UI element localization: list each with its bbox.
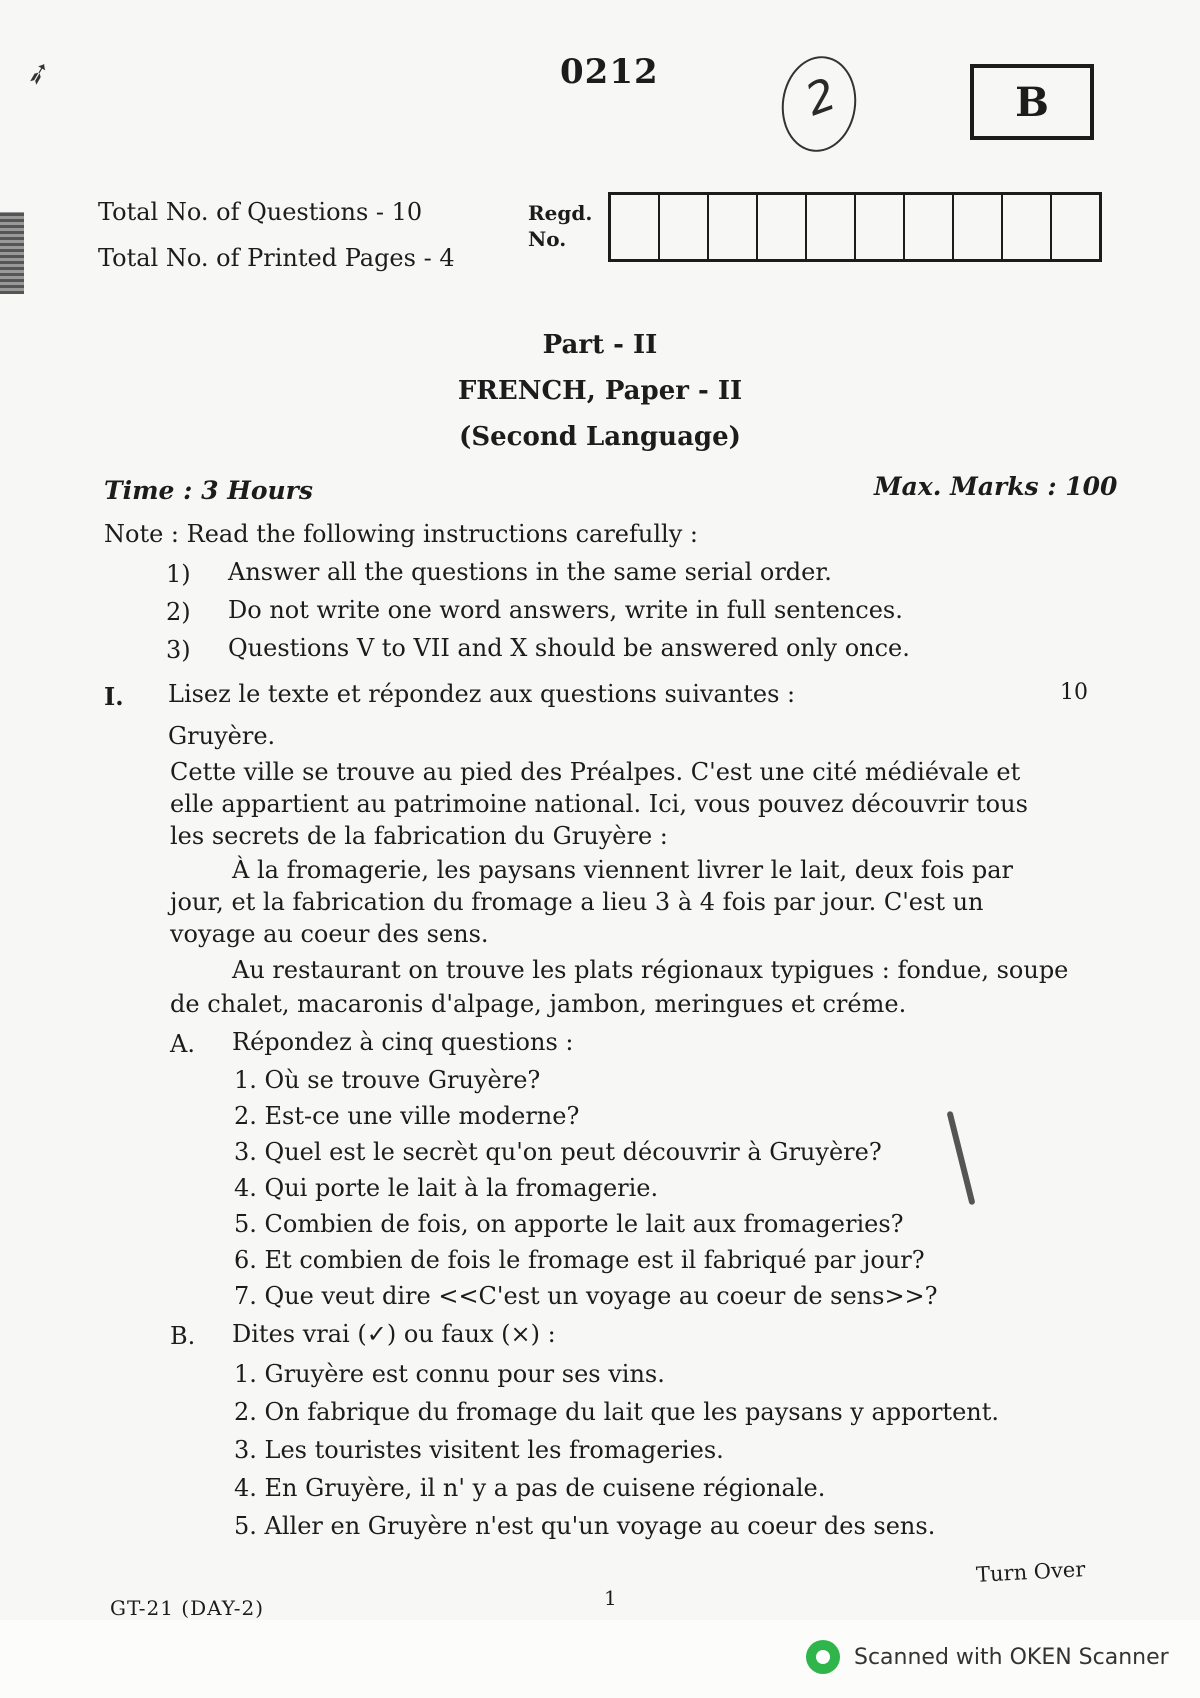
question-instruction: Lisez le texte et répondez aux questions suivantes : bbox=[168, 680, 796, 708]
regd-cell[interactable] bbox=[856, 195, 905, 259]
page-number: 1 bbox=[604, 1586, 617, 1610]
regd-cell[interactable] bbox=[807, 195, 856, 259]
max-marks-label: Max. Marks : 100 bbox=[874, 472, 1118, 501]
regd-label-line1: Regd. bbox=[528, 201, 593, 225]
passage-line: elle appartient au patrimoine national. Ici, vous pouvez découvrir tous bbox=[170, 790, 1028, 818]
question-item: 3. Les touristes visitent les fromageries. bbox=[234, 1436, 724, 1464]
note-text: Do not write one word answers, write in full sentences. bbox=[228, 596, 903, 624]
part-label: B. bbox=[170, 1322, 196, 1350]
set-letter: B bbox=[1015, 78, 1049, 126]
question-number: I. bbox=[104, 682, 124, 711]
passage-line: de chalet, macaronis d'alpage, jambon, meringues et créme. bbox=[170, 990, 907, 1018]
part-label: A. bbox=[170, 1030, 195, 1058]
regd-cell[interactable] bbox=[660, 195, 709, 259]
scanner-logo-icon bbox=[806, 1640, 840, 1674]
question-item: 4. Qui porte le lait à la fromagerie. bbox=[234, 1174, 659, 1202]
regd-cell[interactable] bbox=[954, 195, 1003, 259]
passage-line: Cette ville se trouve au pied des Préalpes. C'est une cité médiévale et bbox=[170, 758, 1021, 786]
question-item: 6. Et combien de fois le fromage est il fabriqué par jour? bbox=[234, 1246, 925, 1274]
regd-cell[interactable] bbox=[611, 195, 660, 259]
pen-mark-icon: ➶ bbox=[21, 53, 56, 94]
regd-cell[interactable] bbox=[709, 195, 758, 259]
note-text: Questions V to VII and X should be answered only once. bbox=[228, 634, 910, 662]
question-item: 1. Où se trouve Gruyère? bbox=[234, 1066, 541, 1094]
regd-cell[interactable] bbox=[1003, 195, 1052, 259]
turn-over: Turn Over bbox=[975, 1557, 1086, 1587]
question-item: 4. En Gruyère, il n' y a pas de cuisene régionale. bbox=[234, 1474, 826, 1502]
question-item: 1. Gruyère est connu pour ses vins. bbox=[234, 1360, 665, 1388]
language-heading: (Second Language) bbox=[459, 422, 741, 452]
note-number: 1) bbox=[166, 560, 191, 588]
scanner-watermark bbox=[806, 1640, 1169, 1674]
question-item: 7. Que veut dire <<C'est un voyage au coeur de sens>>? bbox=[234, 1282, 938, 1310]
part-instruction: Dites vrai (✓) ou faux (×) : bbox=[232, 1320, 556, 1348]
paper-code: 0212 bbox=[560, 52, 659, 92]
passage-line: les secrets de la fabrication du Gruyère : bbox=[170, 822, 668, 850]
regd-cell[interactable] bbox=[1052, 195, 1099, 259]
set-letter-box bbox=[970, 64, 1094, 140]
question-item: 2. Est-ce une ville moderne? bbox=[234, 1102, 580, 1130]
note-text: Answer all the questions in the same serial order. bbox=[228, 558, 832, 586]
time-label: Time : 3 Hours bbox=[104, 476, 313, 505]
total-questions: Total No. of Questions - 10 bbox=[98, 198, 423, 226]
question-marks: 10 bbox=[1060, 680, 1088, 705]
regd-number-boxes[interactable] bbox=[608, 192, 1102, 262]
regd-cell[interactable] bbox=[905, 195, 954, 259]
scanner-text: Scanned with OKEN Scanner bbox=[854, 1644, 1169, 1670]
subject-heading: FRENCH, Paper - II bbox=[457, 376, 743, 406]
passage-line: jour, et la fabrication du fromage a lieu 3 à 4 fois par jour. C'est un bbox=[170, 888, 984, 916]
question-item: 5. Aller en Gruyère n'est qu'un voyage au coeur des sens. bbox=[234, 1512, 936, 1540]
handwritten-number: 2 bbox=[799, 68, 843, 127]
regd-label-line2: No. bbox=[528, 227, 567, 251]
total-pages: Total No. of Printed Pages - 4 bbox=[98, 244, 455, 272]
passage-line: Au restaurant on trouve les plats régionaux typigues : fondue, soupe bbox=[232, 956, 1069, 984]
exam-code: GT-21 (DAY-2) bbox=[110, 1596, 265, 1620]
passage-line: À la fromagerie, les paysans viennent livrer le lait, deux fois par bbox=[232, 856, 1014, 884]
regd-label bbox=[528, 200, 592, 252]
regd-cell[interactable] bbox=[758, 195, 807, 259]
note-intro: Note : Read the following instructions carefully : bbox=[104, 520, 698, 548]
edge-marker bbox=[0, 212, 24, 294]
passage-line: voyage au coeur des sens. bbox=[170, 920, 489, 948]
part-heading: Part - II bbox=[542, 330, 658, 360]
passage-title: Gruyère. bbox=[168, 722, 276, 750]
question-item: 2. On fabrique du fromage du lait que les paysans y apportent. bbox=[234, 1398, 999, 1426]
note-number: 3) bbox=[166, 636, 191, 664]
part-instruction: Répondez à cinq questions : bbox=[232, 1028, 574, 1056]
note-number: 2) bbox=[166, 598, 191, 626]
question-item: 3. Quel est le secrèt qu'on peut découvrir à Gruyère? bbox=[234, 1138, 882, 1166]
question-item: 5. Combien de fois, on apporte le lait aux fromageries? bbox=[234, 1210, 904, 1238]
